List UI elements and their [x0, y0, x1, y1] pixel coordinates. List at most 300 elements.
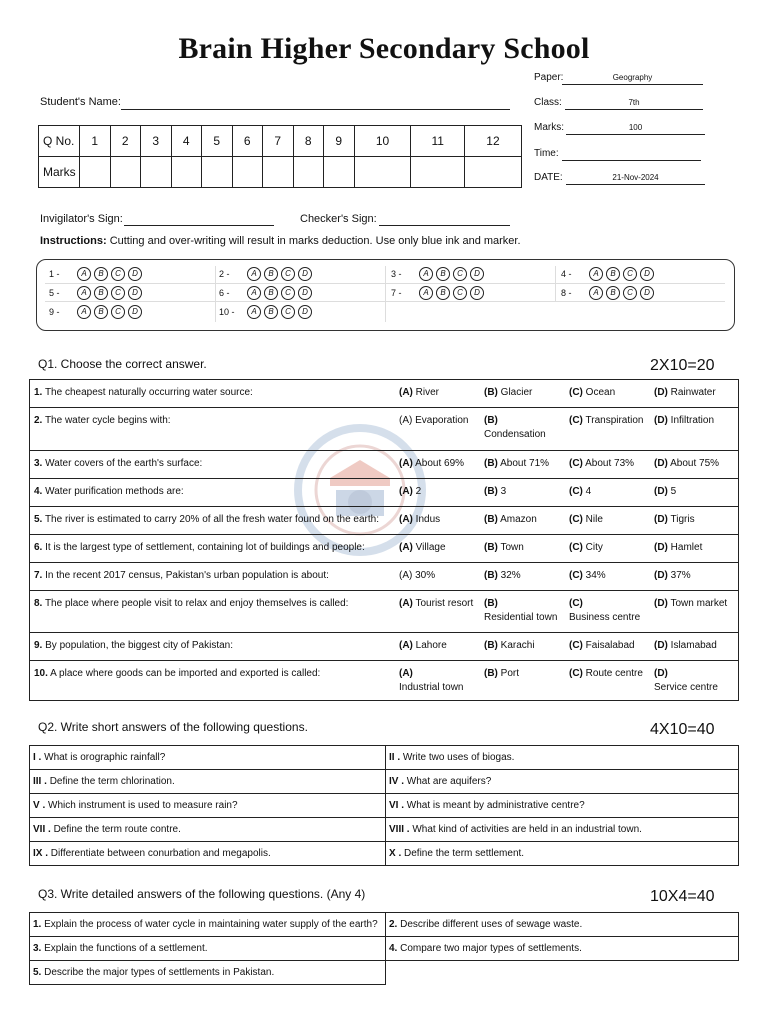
- option-text: 4: [585, 486, 592, 497]
- mcq-row: [30, 479, 739, 507]
- option-letter: (D): [654, 640, 668, 651]
- bubble-a[interactable]: A: [247, 286, 261, 300]
- marks-cell[interactable]: [232, 157, 263, 188]
- option-text: Nile: [585, 514, 603, 525]
- option-text: Infiltration: [670, 415, 715, 426]
- question-number: 3.: [33, 943, 42, 954]
- bubble-a[interactable]: A: [77, 286, 91, 300]
- marks-cell[interactable]: [80, 157, 111, 188]
- bubble-row-10: [207, 303, 315, 320]
- question-text: Differentiate between conurbation and megapolis.: [50, 848, 271, 859]
- paper-field[interactable]: [562, 73, 703, 85]
- bubble-a[interactable]: A: [247, 267, 261, 281]
- option-letter: (C): [569, 486, 583, 497]
- question-number: VIII .: [389, 824, 410, 835]
- mcq-question: [30, 535, 398, 563]
- question-text: What is orographic rainfall?: [44, 752, 166, 763]
- option-text: Tourist resort: [415, 598, 474, 609]
- option-letter: (C): [569, 598, 583, 609]
- bubble-row-number: 2 -: [219, 268, 230, 279]
- mcq-text: In the recent 2017 census, Pakistan's urban population is about:: [45, 570, 329, 581]
- mcq-option-b[interactable]: [482, 507, 567, 535]
- q3-table: [29, 912, 739, 985]
- option-text: 3: [500, 486, 507, 497]
- student-name-label: Student's Name:: [40, 96, 121, 108]
- bubble-b[interactable]: B: [264, 267, 278, 281]
- bubble-a[interactable]: A: [589, 286, 603, 300]
- option-letter: (A): [399, 415, 413, 426]
- mcq-text: The cheapest naturally occurring water source:: [44, 387, 253, 398]
- bubble-c[interactable]: C: [111, 305, 125, 319]
- bubble-b[interactable]: B: [94, 286, 108, 300]
- bubble-d[interactable]: D: [128, 267, 142, 281]
- marks-cell[interactable]: [202, 157, 233, 188]
- bubble-row-number: 10 -: [219, 306, 235, 317]
- option-letter: (B): [484, 514, 498, 525]
- bubble-b[interactable]: B: [94, 305, 108, 319]
- option-text: Service centre: [654, 682, 718, 693]
- option-text: Industrial town: [399, 682, 464, 693]
- bubble-d[interactable]: D: [470, 267, 484, 281]
- question-text: Explain the process of water cycle in maintaining water supply of the earth?: [44, 919, 378, 930]
- mcq-text: By population, the biggest city of Pakistan:: [45, 640, 234, 651]
- option-letter: (C): [569, 458, 583, 469]
- empty-cell: [386, 961, 739, 985]
- bubble-a[interactable]: A: [77, 267, 91, 281]
- mcq-option-d[interactable]: [652, 661, 739, 701]
- long-question: [30, 913, 386, 937]
- date-label: DATE:: [534, 172, 563, 183]
- option-letter: (C): [569, 542, 583, 553]
- mcq-option-b[interactable]: [482, 633, 567, 661]
- option-letter: (A): [399, 640, 413, 651]
- option-text: Hamlet: [670, 542, 703, 553]
- bubble-c[interactable]: C: [623, 286, 637, 300]
- option-letter: (B): [484, 486, 498, 497]
- bubble-d[interactable]: D: [128, 286, 142, 300]
- marks-cell[interactable]: [171, 157, 202, 188]
- bubble-d[interactable]: D: [640, 267, 654, 281]
- option-letter: (A): [399, 542, 413, 553]
- question-number: V .: [33, 800, 46, 811]
- mcq-text: The river is estimated to carry 20% of all the fresh water found on the earth:: [44, 514, 380, 525]
- short-row: [30, 794, 739, 818]
- mcq-text: Water covers of the earth's surface:: [45, 458, 203, 469]
- mcq-option-c[interactable]: [567, 661, 652, 701]
- bubble-c[interactable]: C: [453, 267, 467, 281]
- date-field[interactable]: [566, 173, 705, 185]
- option-letter: (C): [569, 415, 583, 426]
- question-text: Compare two major types of settlements.: [400, 943, 582, 954]
- marks-header: Marks: [39, 157, 80, 188]
- mcq-question: [30, 408, 398, 451]
- option-letter: (B): [484, 458, 498, 469]
- bubble-c[interactable]: C: [281, 305, 295, 319]
- mcq-option-a[interactable]: [397, 563, 482, 591]
- q1-mcq-table: [29, 379, 739, 701]
- short-question: [30, 770, 386, 794]
- qno-cell: 1: [80, 126, 111, 157]
- bubble-d[interactable]: D: [128, 305, 142, 319]
- bubble-b[interactable]: B: [94, 267, 108, 281]
- mcq-number: 6.: [34, 542, 43, 553]
- mcq-option-b[interactable]: [482, 563, 567, 591]
- bubble-b[interactable]: B: [436, 286, 450, 300]
- mcq-option-b[interactable]: [482, 451, 567, 479]
- question-number: 1.: [33, 919, 42, 930]
- invigilator-sign-label: Invigilator's Sign:: [40, 213, 123, 225]
- bubble-b[interactable]: B: [606, 267, 620, 281]
- class-value: 7th: [628, 98, 640, 107]
- mcq-option-a[interactable]: [397, 661, 482, 701]
- mcq-option-d[interactable]: [652, 408, 739, 451]
- option-letter: (A): [399, 387, 413, 398]
- mcq-option-a[interactable]: [397, 451, 482, 479]
- marks-value: 100: [628, 123, 643, 132]
- option-letter: (C): [569, 570, 583, 581]
- option-letter: (C): [569, 668, 583, 679]
- mcq-option-a[interactable]: [397, 479, 482, 507]
- question-number: VII .: [33, 824, 51, 835]
- mcq-row: [30, 535, 739, 563]
- option-letter: (A): [399, 458, 413, 469]
- option-text: Port: [500, 668, 520, 679]
- mcq-row: [30, 591, 739, 633]
- option-text: Ocean: [585, 387, 616, 398]
- marks-cell[interactable]: [110, 157, 141, 188]
- marks-cell[interactable]: [141, 157, 172, 188]
- question-text: What kind of activities are held in an industrial town.: [412, 824, 642, 835]
- option-letter: (A): [399, 668, 413, 679]
- mcq-option-d[interactable]: [652, 479, 739, 507]
- qno-cell: 12: [464, 126, 521, 157]
- q2-title: Q2. Write short answers of the following questions.: [38, 720, 308, 734]
- mcq-number: 3.: [34, 458, 43, 469]
- long-question: [386, 937, 739, 961]
- mcq-question: [30, 661, 398, 701]
- mcq-option-c[interactable]: [567, 633, 652, 661]
- bubble-row-number: 5 -: [49, 287, 60, 298]
- option-text: About 75%: [670, 458, 720, 469]
- question-text: Write two uses of biogas.: [402, 752, 515, 763]
- long-row: [30, 913, 739, 937]
- short-row: [30, 746, 739, 770]
- marks-grid: [38, 125, 522, 188]
- bubble-b[interactable]: B: [264, 286, 278, 300]
- question-text: What are aquifers?: [406, 776, 492, 787]
- option-text: Business centre: [569, 612, 641, 623]
- mcq-option-d[interactable]: [652, 507, 739, 535]
- option-text: About 69%: [415, 458, 465, 469]
- mcq-number: 8.: [34, 598, 43, 609]
- question-number: II .: [389, 752, 401, 763]
- mcq-option-d[interactable]: [652, 633, 739, 661]
- option-text: 2: [415, 486, 422, 497]
- short-question: [30, 794, 386, 818]
- mcq-question: [30, 451, 398, 479]
- short-question: [386, 818, 739, 842]
- option-letter: (D): [654, 514, 668, 525]
- mcq-option-a[interactable]: [397, 535, 482, 563]
- option-text: Karachi: [500, 640, 535, 651]
- mcq-number: 7.: [34, 570, 43, 581]
- bubble-c[interactable]: C: [623, 267, 637, 281]
- option-text: Rainwater: [670, 387, 716, 398]
- option-letter: (B): [484, 415, 498, 426]
- qno-cell: 4: [171, 126, 202, 157]
- long-question: [386, 913, 739, 937]
- option-letter: (D): [654, 458, 668, 469]
- long-question: [30, 961, 386, 985]
- option-text: 32%: [500, 570, 521, 581]
- mcq-question: [30, 380, 398, 408]
- mcq-option-b[interactable]: [482, 591, 567, 633]
- question-number: 2.: [389, 919, 398, 930]
- mcq-row: [30, 451, 739, 479]
- question-text: Explain the functions of a settlement.: [44, 943, 208, 954]
- option-text: Indus: [415, 514, 441, 525]
- option-text: Village: [415, 542, 446, 553]
- option-letter: (A): [399, 514, 413, 525]
- option-text: Town market: [670, 598, 728, 609]
- bubble-row-number: 4 -: [561, 268, 572, 279]
- option-text: 34%: [585, 570, 606, 581]
- short-question: [30, 842, 386, 866]
- q1-title: Q1. Choose the correct answer.: [38, 357, 207, 371]
- question-number: IX .: [33, 848, 49, 859]
- long-question: [30, 937, 386, 961]
- bubble-row-number: 8 -: [561, 287, 572, 298]
- mcq-text: The place where people visit to relax and enjoy themselves is called:: [44, 598, 349, 609]
- mcq-text: A place where goods can be imported and exported is called:: [50, 668, 321, 679]
- checker-sign-label: Checker's Sign:: [300, 213, 377, 225]
- bubble-d[interactable]: D: [298, 267, 312, 281]
- class-field[interactable]: [565, 98, 703, 110]
- option-text: 37%: [670, 570, 691, 581]
- option-text: About 71%: [500, 458, 550, 469]
- mcq-option-c[interactable]: [567, 380, 652, 408]
- bubble-row-9: [37, 303, 145, 320]
- mcq-number: 9.: [34, 640, 43, 651]
- mcq-option-b[interactable]: [482, 535, 567, 563]
- option-text: Residential town: [484, 612, 558, 623]
- bubble-a[interactable]: A: [419, 286, 433, 300]
- option-letter: (C): [569, 514, 583, 525]
- mcq-option-d[interactable]: [652, 563, 739, 591]
- option-letter: (D): [654, 668, 668, 679]
- option-text: City: [585, 542, 603, 553]
- marks-cell[interactable]: [263, 157, 294, 188]
- marks-cell[interactable]: [293, 157, 324, 188]
- bubble-row-number: 3 -: [391, 268, 402, 279]
- option-letter: (D): [654, 598, 668, 609]
- question-number: 4.: [389, 943, 398, 954]
- q3-marks: 10X4=40: [650, 888, 715, 905]
- marks-cell[interactable]: [354, 157, 411, 188]
- option-letter: (B): [484, 570, 498, 581]
- bubble-a[interactable]: A: [77, 305, 91, 319]
- bubble-c[interactable]: C: [281, 286, 295, 300]
- option-letter: (B): [484, 640, 498, 651]
- qno-cell: 11: [411, 126, 464, 157]
- mcq-option-a[interactable]: [397, 380, 482, 408]
- paper-value: Geography: [612, 73, 653, 82]
- question-text: Describe different uses of sewage waste.: [400, 919, 583, 930]
- option-text: 30%: [415, 570, 436, 581]
- bubble-d[interactable]: D: [470, 286, 484, 300]
- instructions-text: Cutting and over-writing will result in marks deduction. Use only blue ink and marker.: [109, 235, 521, 247]
- invigilator-sign-field[interactable]: [124, 214, 274, 226]
- q3-title: Q3. Write detailed answers of the following questions. (Any 4): [38, 887, 366, 901]
- mcq-row: [30, 507, 739, 535]
- option-letter: (D): [654, 387, 668, 398]
- bubble-c[interactable]: C: [111, 267, 125, 281]
- short-question: [386, 746, 739, 770]
- mcq-number: 10.: [34, 668, 48, 679]
- bubble-c[interactable]: C: [111, 286, 125, 300]
- mcq-option-b[interactable]: [482, 479, 567, 507]
- question-number: VI .: [389, 800, 405, 811]
- option-text: Transpiration: [585, 415, 644, 426]
- mcq-option-a[interactable]: [397, 507, 482, 535]
- q1-marks: 2X10=20: [650, 357, 715, 374]
- bubble-row-number: 9 -: [49, 306, 60, 317]
- time-field[interactable]: [562, 149, 701, 161]
- mcq-question: [30, 479, 398, 507]
- mcq-text: Water purification methods are:: [45, 486, 184, 497]
- qno-cell: 7: [263, 126, 294, 157]
- question-number: X .: [389, 848, 402, 859]
- mcq-option-a[interactable]: [397, 633, 482, 661]
- option-letter: (C): [569, 640, 583, 651]
- bubble-a[interactable]: A: [419, 267, 433, 281]
- qno-cell: 5: [202, 126, 233, 157]
- option-text: About 73%: [585, 458, 635, 469]
- mcq-option-d[interactable]: [652, 380, 739, 408]
- qno-cell: 8: [293, 126, 324, 157]
- mcq-question: [30, 591, 398, 633]
- instructions: [40, 235, 521, 247]
- mcq-number: 2.: [34, 415, 43, 426]
- option-letter: (B): [484, 542, 498, 553]
- mcq-option-c[interactable]: [567, 479, 652, 507]
- mcq-option-b[interactable]: [482, 380, 567, 408]
- option-text: Islamabad: [670, 640, 717, 651]
- qno-cell: 9: [324, 126, 355, 157]
- short-row: [30, 842, 739, 866]
- bubble-row-number: 6 -: [219, 287, 230, 298]
- mcq-option-d[interactable]: [652, 591, 739, 633]
- class-label: Class:: [534, 97, 562, 108]
- mcq-question: [30, 633, 398, 661]
- student-name-field[interactable]: [121, 97, 510, 110]
- mcq-number: 4.: [34, 486, 43, 497]
- mcq-number: 1.: [34, 387, 43, 398]
- marks-field[interactable]: [566, 123, 705, 135]
- mcq-row: [30, 633, 739, 661]
- mcq-option-c[interactable]: [567, 451, 652, 479]
- option-letter: (C): [569, 387, 583, 398]
- short-question: [30, 746, 386, 770]
- bubble-row-number: 7 -: [391, 287, 402, 298]
- mcq-option-c[interactable]: [567, 507, 652, 535]
- option-letter: (D): [654, 542, 668, 553]
- mcq-option-b[interactable]: [482, 661, 567, 701]
- option-letter: (B): [484, 598, 498, 609]
- answer-bubble-sheet: [36, 259, 735, 331]
- bubble-b[interactable]: B: [606, 286, 620, 300]
- mcq-option-b[interactable]: [482, 408, 567, 451]
- mcq-question: [30, 563, 398, 591]
- checker-sign-field[interactable]: [379, 214, 510, 226]
- question-text: Define the term settlement.: [404, 848, 525, 859]
- mcq-row: [30, 661, 739, 701]
- option-text: Lahore: [415, 640, 447, 651]
- option-letter: (D): [654, 486, 668, 497]
- mcq-option-c[interactable]: [567, 408, 652, 451]
- date-value: 21-Nov-2024: [612, 173, 659, 182]
- mcq-option-c[interactable]: [567, 535, 652, 563]
- option-text: Glacier: [500, 387, 533, 398]
- bubble-row-6: [207, 284, 315, 301]
- bubble-d[interactable]: D: [298, 286, 312, 300]
- mcq-option-c[interactable]: [567, 563, 652, 591]
- qno-row: [39, 126, 522, 157]
- long-row: [30, 937, 739, 961]
- qno-cell: 6: [232, 126, 263, 157]
- bubble-row-number: 1 -: [49, 268, 60, 279]
- option-text: Amazon: [500, 514, 537, 525]
- mcq-text: It is the largest type of settlement, containing lot of buildings and people:: [45, 542, 365, 553]
- mcq-text: The water cycle begins with:: [44, 415, 171, 426]
- option-text: Faisalabad: [585, 640, 635, 651]
- option-text: Tigris: [670, 514, 695, 525]
- marks-cell[interactable]: [411, 157, 464, 188]
- bubble-d[interactable]: D: [640, 286, 654, 300]
- mcq-option-a[interactable]: [397, 408, 482, 451]
- option-text: 5: [670, 486, 677, 497]
- bubble-a[interactable]: A: [589, 267, 603, 281]
- bubble-d[interactable]: D: [298, 305, 312, 319]
- option-letter: (B): [484, 668, 498, 679]
- bubble-c[interactable]: C: [281, 267, 295, 281]
- bubble-a[interactable]: A: [247, 305, 261, 319]
- bubble-row-7: [379, 284, 487, 301]
- q2-table: [29, 745, 739, 866]
- bubble-c[interactable]: C: [453, 286, 467, 300]
- option-letter: (A): [399, 570, 413, 581]
- paper-label: Paper:: [534, 72, 564, 83]
- option-text: Condensation: [484, 429, 546, 440]
- mcq-row: [30, 380, 739, 408]
- mcq-option-d[interactable]: [652, 535, 739, 563]
- bubble-b[interactable]: B: [436, 267, 450, 281]
- mcq-row: [30, 408, 739, 451]
- question-text: Describe the major types of settlements in Pakistan.: [44, 967, 275, 978]
- mcq-option-d[interactable]: [652, 451, 739, 479]
- option-text: Town: [500, 542, 524, 553]
- bubble-b[interactable]: B: [264, 305, 278, 319]
- option-text: River: [415, 387, 440, 398]
- mcq-option-a[interactable]: [397, 591, 482, 633]
- mcq-option-c[interactable]: [567, 591, 652, 633]
- marks-cell[interactable]: [324, 157, 355, 188]
- marks-cell[interactable]: [464, 157, 521, 188]
- qno-header: Q No.: [39, 126, 80, 157]
- bubble-row-2: [207, 265, 315, 282]
- question-text: Define the term route contre.: [53, 824, 181, 835]
- question-number: I .: [33, 752, 42, 763]
